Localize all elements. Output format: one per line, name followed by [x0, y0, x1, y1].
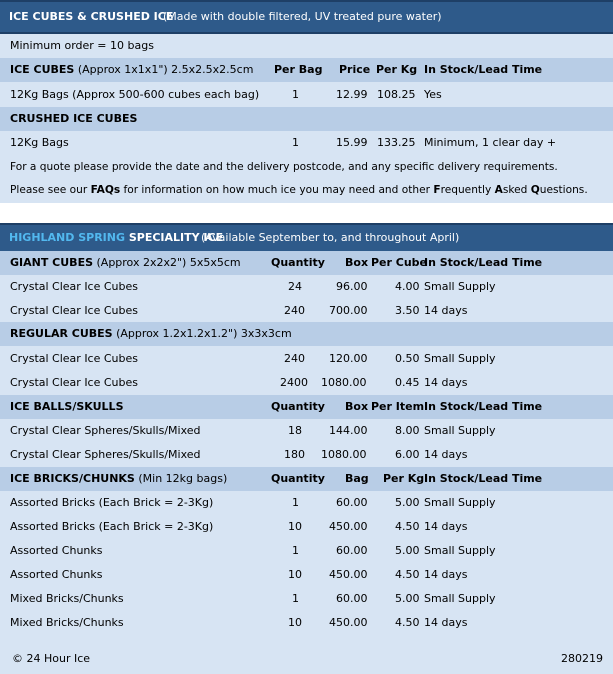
- item-name: Mixed Bricks/Chunks: [10, 592, 124, 605]
- item-unit-price: 0.45: [395, 376, 420, 389]
- col-price: Price: [339, 63, 371, 76]
- item-name: Crystal Clear Ice Cubes: [10, 376, 139, 389]
- faq-note: [0, 178, 613, 202]
- table-row: [0, 83, 613, 107]
- col-per-cube: Per Cube: [371, 256, 428, 269]
- item-unit-price: 133.25: [377, 136, 416, 149]
- item-price: 60.00: [336, 496, 368, 509]
- product-heading: GIANT CUBES (Approx 2x2x2") 5x5x5cm: [10, 256, 241, 269]
- item-unit-price: 5.00: [395, 496, 420, 509]
- item-qty: 10: [288, 616, 302, 629]
- item-name: Assorted Bricks (Each Brick = 2-3Kg): [10, 496, 214, 509]
- product-heading: CRUSHED ICE CUBES: [10, 112, 138, 125]
- col-bag: Bag: [345, 472, 369, 485]
- table-row: [0, 275, 613, 299]
- table-row: [0, 563, 613, 587]
- item-name: Assorted Chunks: [10, 544, 103, 557]
- item-qty: 18: [288, 424, 302, 437]
- item-unit-price: 5.00: [395, 544, 420, 557]
- item-stock: 14 days: [424, 568, 468, 581]
- item-stock: 14 days: [424, 304, 468, 317]
- ice-bricks-header: [0, 467, 613, 491]
- item-name: 12Kg Bags: [10, 136, 69, 149]
- item-stock: Small Supply: [424, 352, 496, 365]
- item-qty: 10: [288, 520, 302, 533]
- table-row: [0, 371, 613, 395]
- item-name: Crystal Clear Spheres/Skulls/Mixed: [10, 424, 201, 437]
- item-unit-price: 3.50: [395, 304, 420, 317]
- col-per-bag: Per Bag: [274, 63, 323, 76]
- item-stock: Small Supply: [424, 424, 496, 437]
- min-order-text: Minimum order = 10 bags: [10, 39, 154, 52]
- col-lead-time: In Stock/Lead Time: [424, 63, 543, 76]
- item-price: 120.00: [329, 352, 368, 365]
- item-stock: 14 days: [424, 376, 468, 389]
- table-row: [0, 443, 613, 467]
- col-per-kg: Per Kg: [376, 63, 418, 76]
- item-name: Crystal Clear Ice Cubes: [10, 280, 139, 293]
- quote-note: [0, 155, 613, 179]
- product-heading: REGULAR CUBES (Approx 1.2x1.2x1.2") 3x3x3cm: [10, 327, 292, 340]
- item-price: 60.00: [336, 544, 368, 557]
- col-lead-time: In Stock/Lead Time: [424, 472, 543, 485]
- section-divider: [0, 203, 613, 223]
- item-name: Crystal Clear Ice Cubes: [10, 352, 139, 365]
- item-qty: 1: [292, 496, 299, 509]
- item-qty: 10: [288, 568, 302, 581]
- item-price: 450.00: [329, 568, 368, 581]
- ice-balls-header: [0, 395, 613, 419]
- faq-link[interactable]: FAQs: [90, 184, 121, 196]
- table-row: [0, 491, 613, 515]
- quote-note-text: For a quote please provide the date and the delivery postcode, and any specific delivery requirements.: [10, 161, 558, 173]
- ice-cubes-header: [0, 58, 613, 82]
- col-per-kg: Per Kg: [383, 472, 425, 485]
- item-unit-price: 5.00: [395, 592, 420, 605]
- product-heading: ICE BRICKS/CHUNKS (Min 12kg bags): [10, 472, 228, 485]
- item-qty: 1: [292, 88, 299, 101]
- item-qty: 240: [284, 304, 305, 317]
- table-row: [0, 611, 613, 635]
- giant-cubes-header: [0, 251, 613, 275]
- section-title: ICE CUBES & CRUSHED ICE: [9, 10, 174, 23]
- item-price: 1080.00: [321, 448, 367, 461]
- item-qty: 1: [292, 592, 299, 605]
- item-name: Mixed Bricks/Chunks: [10, 616, 124, 629]
- item-price: 144.00: [329, 424, 368, 437]
- min-order-row: [0, 34, 613, 58]
- regular-cubes-header: [0, 322, 613, 346]
- table-row: [0, 515, 613, 539]
- table-row: [0, 131, 613, 155]
- product-heading: ICE BALLS/SKULLS: [10, 400, 124, 413]
- table-row: [0, 299, 613, 323]
- copyright: © 24 Hour Ice: [12, 652, 91, 665]
- table-row: [0, 587, 613, 611]
- col-quantity: Quantity: [271, 256, 325, 269]
- table-row: [0, 347, 613, 371]
- item-stock: Minimum, 1 clear day +: [424, 136, 557, 149]
- section-ice-cubes-title: [0, 0, 613, 34]
- col-quantity: Quantity: [271, 400, 325, 413]
- item-unit-price: 6.00: [395, 448, 420, 461]
- footer: [0, 647, 613, 671]
- item-unit-price: 8.00: [395, 424, 420, 437]
- item-stock: 14 days: [424, 448, 468, 461]
- product-heading: ICE CUBES (Approx 1x1x1") 2.5x2.5x2.5cm: [10, 63, 254, 76]
- item-qty: 180: [284, 448, 305, 461]
- col-per-item: Per Item: [371, 400, 425, 413]
- item-price: 60.00: [336, 592, 368, 605]
- col-box: Box: [345, 256, 369, 269]
- item-stock: 14 days: [424, 616, 468, 629]
- section-speciality-title: [0, 223, 613, 253]
- section-note: (Made with double filtered, UV treated pure water): [163, 10, 442, 23]
- crushed-ice-header: [0, 107, 613, 131]
- item-stock: 14 days: [424, 520, 468, 533]
- item-price: 450.00: [329, 616, 368, 629]
- version-code: 280219: [561, 652, 603, 665]
- item-unit-price: 4.50: [395, 520, 420, 533]
- item-price: 1080.00: [321, 376, 367, 389]
- item-qty: 1: [292, 136, 299, 149]
- col-lead-time: In Stock/Lead Time: [424, 256, 543, 269]
- item-qty: 240: [284, 352, 305, 365]
- item-qty: 1: [292, 544, 299, 557]
- table-row: [0, 539, 613, 563]
- item-name: 12Kg Bags (Approx 500-600 cubes each bag): [10, 88, 260, 101]
- faq-note-text: Please see our FAQs for information on how much ice you may need and other Frequently Asked Questions.: [10, 184, 588, 196]
- item-unit-price: 4.50: [395, 568, 420, 581]
- item-stock: Small Supply: [424, 280, 496, 293]
- item-stock: Small Supply: [424, 544, 496, 557]
- section-note: (Available September to, and throughout April): [201, 231, 460, 244]
- item-unit-price: 4.50: [395, 616, 420, 629]
- item-unit-price: 108.25: [377, 88, 416, 101]
- item-stock: Yes: [424, 88, 442, 101]
- item-unit-price: 0.50: [395, 352, 420, 365]
- item-name: Crystal Clear Spheres/Skulls/Mixed: [10, 448, 201, 461]
- item-name: Assorted Bricks (Each Brick = 2-3Kg): [10, 520, 214, 533]
- section-title: HIGHLAND SPRING SPECIALITY ICE: [9, 231, 224, 244]
- item-name: Assorted Chunks: [10, 568, 103, 581]
- item-price: 700.00: [329, 304, 368, 317]
- item-price: 12.99: [336, 88, 368, 101]
- item-price: 15.99: [336, 136, 368, 149]
- item-stock: Small Supply: [424, 592, 496, 605]
- col-lead-time: In Stock/Lead Time: [424, 400, 543, 413]
- table-row: [0, 419, 613, 443]
- item-price: 96.00: [336, 280, 368, 293]
- item-stock: Small Supply: [424, 496, 496, 509]
- item-unit-price: 4.00: [395, 280, 420, 293]
- col-box: Box: [345, 400, 369, 413]
- item-qty: 24: [288, 280, 302, 293]
- item-price: 450.00: [329, 520, 368, 533]
- item-name: Crystal Clear Ice Cubes: [10, 304, 139, 317]
- item-qty: 2400: [280, 376, 308, 389]
- col-quantity: Quantity: [271, 472, 325, 485]
